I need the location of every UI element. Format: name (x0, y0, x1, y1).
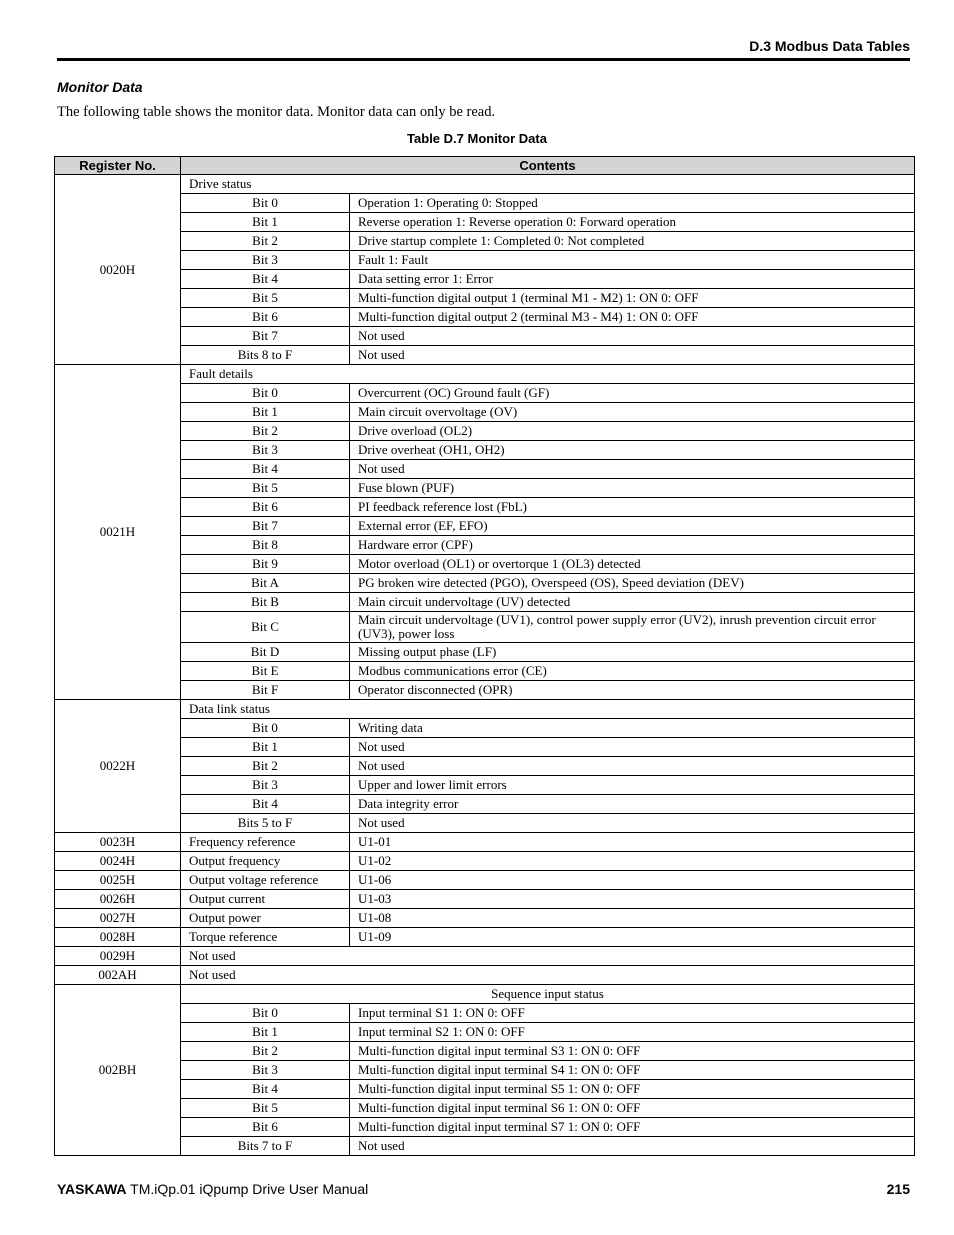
table-row (55, 700, 915, 719)
register-cell: 002AH (55, 966, 181, 985)
section-header-title: D.3 Modbus Data Tables (749, 38, 910, 54)
group-title-cell: Sequence input status (181, 985, 915, 1004)
bit-row (55, 1080, 915, 1099)
bit-row (55, 194, 915, 213)
table-row (55, 852, 915, 871)
bit-row (55, 1099, 915, 1118)
description-cell: Not used (350, 346, 915, 365)
bit-row (55, 403, 915, 422)
bit-row (55, 1042, 915, 1061)
register-cell: 0027H (55, 909, 181, 928)
description-cell: Multi-function digital input terminal S5 1: ON 0: OFF (350, 1080, 915, 1099)
register-cell: 0025H (55, 871, 181, 890)
monitor-parameter-cell: U1-06 (350, 871, 915, 890)
table-row (55, 871, 915, 890)
bit-row (55, 1004, 915, 1023)
bit-cell: Bit 2 (181, 757, 350, 776)
bit-row (55, 327, 915, 346)
monitor-parameter-cell: U1-09 (350, 928, 915, 947)
table-caption: Table D.7 Monitor Data (407, 131, 547, 146)
bit-cell: Bit 4 (181, 460, 350, 479)
bit-cell: Bits 7 to F (181, 1137, 350, 1156)
not-used-cell: Not used (181, 947, 915, 966)
description-cell: Not used (350, 757, 915, 776)
section-heading: Monitor Data (57, 79, 143, 95)
bit-row (55, 681, 915, 700)
register-cell: 0029H (55, 947, 181, 966)
bit-cell: Bit 3 (181, 776, 350, 795)
table-row (55, 966, 915, 985)
description-cell: Motor overload (OL1) or overtorque 1 (OL3) detected (350, 555, 915, 574)
description-cell: Main circuit undervoltage (UV) detected (350, 593, 915, 612)
bit-row (55, 1023, 915, 1042)
bit-cell: Bit 2 (181, 422, 350, 441)
description-cell: Operator disconnected (OPR) (350, 681, 915, 700)
bit-row (55, 612, 915, 643)
bit-row (55, 460, 915, 479)
bit-cell: Bit 2 (181, 1042, 350, 1061)
bit-cell: Bit F (181, 681, 350, 700)
description-cell: Not used (350, 738, 915, 757)
monitor-parameter-cell: U1-08 (350, 909, 915, 928)
bit-cell: Bit 1 (181, 403, 350, 422)
bit-cell: Bit 9 (181, 555, 350, 574)
description-cell: Writing data (350, 719, 915, 738)
monitor-name-cell: Frequency reference (181, 833, 350, 852)
table-row (55, 985, 915, 1004)
not-used-cell: Not used (181, 966, 915, 985)
bit-cell: Bit 4 (181, 1080, 350, 1099)
group-title-cell: Drive status (181, 175, 915, 194)
monitor-parameter-cell: U1-01 (350, 833, 915, 852)
bit-cell: Bit B (181, 593, 350, 612)
bit-row (55, 232, 915, 251)
bit-cell: Bit 5 (181, 289, 350, 308)
description-cell: Main circuit overvoltage (OV) (350, 403, 915, 422)
description-cell: Multi-function digital output 1 (terminal M1 - M2) 1: ON 0: OFF (350, 289, 915, 308)
description-cell: External error (EF, EFO) (350, 517, 915, 536)
bit-cell: Bit 7 (181, 517, 350, 536)
bit-row (55, 1061, 915, 1080)
bit-row (55, 441, 915, 460)
bit-row (55, 574, 915, 593)
bit-row (55, 479, 915, 498)
table-header-row (55, 157, 915, 175)
bit-cell: Bit 3 (181, 441, 350, 460)
bit-row (55, 536, 915, 555)
description-cell: Drive overload (OL2) (350, 422, 915, 441)
register-cell: 0023H (55, 833, 181, 852)
monitor-parameter-cell: U1-02 (350, 852, 915, 871)
description-cell: PI feedback reference lost (FbL) (350, 498, 915, 517)
monitor-name-cell: Output frequency (181, 852, 350, 871)
description-cell: Not used (350, 327, 915, 346)
bit-cell: Bit 2 (181, 232, 350, 251)
bit-cell: Bit 6 (181, 1118, 350, 1137)
monitor-name-cell: Output power (181, 909, 350, 928)
description-cell: Not used (350, 460, 915, 479)
bit-row (55, 719, 915, 738)
monitor-data-table (54, 156, 915, 1156)
header-rule (57, 58, 910, 61)
monitor-name-cell: Output current (181, 890, 350, 909)
table-row (55, 365, 915, 384)
bit-cell: Bit 0 (181, 384, 350, 403)
register-cell: 0026H (55, 890, 181, 909)
group-title-cell: Data link status (181, 700, 915, 719)
bit-row (55, 308, 915, 327)
footer-manual-title (57, 1181, 368, 1197)
description-cell: Drive startup complete 1: Completed 0: Not completed (350, 232, 915, 251)
bit-row (55, 498, 915, 517)
column-header-contents: Contents (181, 157, 915, 175)
bit-row (55, 795, 915, 814)
description-cell: Multi-function digital input terminal S6 1: ON 0: OFF (350, 1099, 915, 1118)
bit-row (55, 814, 915, 833)
monitor-name-cell: Torque reference (181, 928, 350, 947)
description-cell: Data setting error 1: Error (350, 270, 915, 289)
table-row (55, 928, 915, 947)
bit-cell: Bit 4 (181, 795, 350, 814)
table-row (55, 947, 915, 966)
bit-row (55, 270, 915, 289)
bit-row (55, 213, 915, 232)
description-cell: Modbus communications error (CE) (350, 662, 915, 681)
footer-manual-name: TM.iQp.01 iQpump Drive User Manual (130, 1181, 369, 1197)
description-cell: Data integrity error (350, 795, 915, 814)
bit-row (55, 1118, 915, 1137)
bit-row (55, 422, 915, 441)
bit-cell: Bit 5 (181, 479, 350, 498)
description-cell: Drive overheat (OH1, OH2) (350, 441, 915, 460)
register-cell: 0021H (55, 365, 181, 700)
monitor-parameter-cell: U1-03 (350, 890, 915, 909)
description-cell: Main circuit undervoltage (UV1), control power supply error (UV2), inrush prevention circuit error (UV3), power loss (350, 612, 915, 643)
bit-cell: Bits 5 to F (181, 814, 350, 833)
table-body (55, 175, 915, 1156)
bit-row (55, 384, 915, 403)
description-cell: Not used (350, 1137, 915, 1156)
description-cell: Hardware error (CPF) (350, 536, 915, 555)
description-cell: PG broken wire detected (PGO), Overspeed (OS), Speed deviation (DEV) (350, 574, 915, 593)
description-cell: Input terminal S2 1: ON 0: OFF (350, 1023, 915, 1042)
bit-cell: Bits 8 to F (181, 346, 350, 365)
table-row (55, 890, 915, 909)
footer-brand: YASKAWA (57, 1181, 127, 1197)
bit-cell: Bit 0 (181, 194, 350, 213)
bit-cell: Bit 1 (181, 213, 350, 232)
description-cell: Multi-function digital output 2 (terminal M3 - M4) 1: ON 0: OFF (350, 308, 915, 327)
description-cell: Overcurrent (OC) Ground fault (GF) (350, 384, 915, 403)
column-header-register: Register No. (55, 157, 181, 175)
bit-cell: Bit 1 (181, 738, 350, 757)
bit-cell: Bit 6 (181, 308, 350, 327)
bit-cell: Bit 7 (181, 327, 350, 346)
description-cell: Operation 1: Operating 0: Stopped (350, 194, 915, 213)
description-cell: Multi-function digital input terminal S7 1: ON 0: OFF (350, 1118, 915, 1137)
bit-cell: Bit 0 (181, 719, 350, 738)
description-cell: Input terminal S1 1: ON 0: OFF (350, 1004, 915, 1023)
table-row (55, 909, 915, 928)
bit-row (55, 517, 915, 536)
bit-row (55, 251, 915, 270)
bit-row (55, 289, 915, 308)
bit-row (55, 662, 915, 681)
bit-row (55, 757, 915, 776)
monitor-name-cell: Output voltage reference (181, 871, 350, 890)
bit-cell: Bit C (181, 612, 350, 643)
register-cell: 0022H (55, 700, 181, 833)
footer-page-number: 215 (886, 1181, 910, 1197)
bit-cell: Bit 3 (181, 251, 350, 270)
bit-cell: Bit 3 (181, 1061, 350, 1080)
group-title-cell: Fault details (181, 365, 915, 384)
bit-row (55, 643, 915, 662)
description-cell: Not used (350, 814, 915, 833)
bit-cell: Bit 8 (181, 536, 350, 555)
intro-paragraph: The following table shows the monitor data. Monitor data can only be read. (57, 104, 496, 120)
register-cell: 0020H (55, 175, 181, 365)
description-cell: Multi-function digital input terminal S4 1: ON 0: OFF (350, 1061, 915, 1080)
bit-cell: Bit 1 (181, 1023, 350, 1042)
bit-cell: Bit 0 (181, 1004, 350, 1023)
bit-cell: Bit D (181, 643, 350, 662)
bit-row (55, 346, 915, 365)
register-cell: 002BH (55, 985, 181, 1156)
register-cell: 0028H (55, 928, 181, 947)
description-cell: Upper and lower limit errors (350, 776, 915, 795)
bit-row (55, 593, 915, 612)
bit-row (55, 555, 915, 574)
bit-row (55, 1137, 915, 1156)
bit-cell: Bit 6 (181, 498, 350, 517)
bit-row (55, 776, 915, 795)
description-cell: Multi-function digital input terminal S3 1: ON 0: OFF (350, 1042, 915, 1061)
description-cell: Fault 1: Fault (350, 251, 915, 270)
register-cell: 0024H (55, 852, 181, 871)
description-cell: Reverse operation 1: Reverse operation 0: Forward operation (350, 213, 915, 232)
bit-cell: Bit 5 (181, 1099, 350, 1118)
table-row (55, 833, 915, 852)
bit-cell: Bit 4 (181, 270, 350, 289)
bit-cell: Bit E (181, 662, 350, 681)
bit-cell: Bit A (181, 574, 350, 593)
description-cell: Fuse blown (PUF) (350, 479, 915, 498)
table-row (55, 175, 915, 194)
bit-row (55, 738, 915, 757)
description-cell: Missing output phase (LF) (350, 643, 915, 662)
